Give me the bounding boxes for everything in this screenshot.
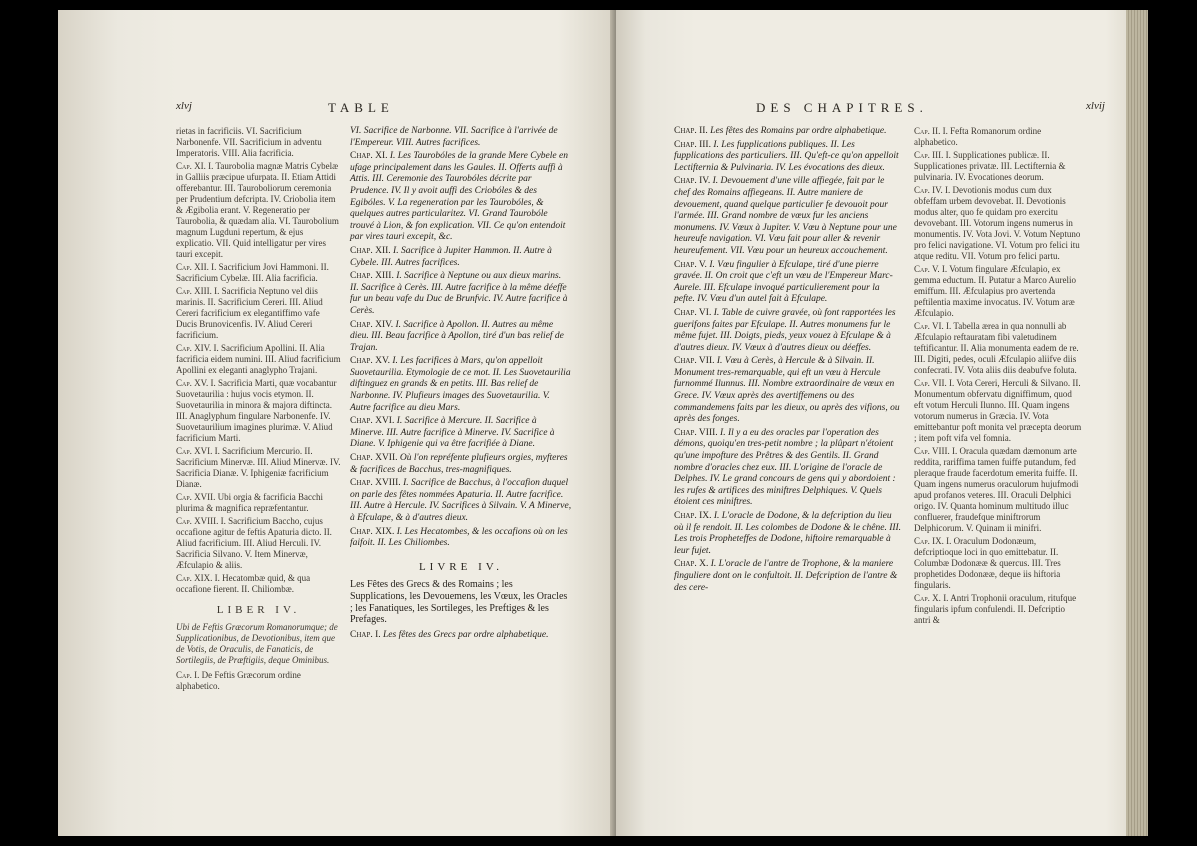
toc-entry (176, 446, 341, 490)
french-book-lead: Les Fêtes des Grecs & des Romains ; les Supplications, les Devouemens, les Vœux, les Oracles ; les Fanatiques, les Sortileges, les Preftiges & les Prefages. (350, 579, 568, 626)
chapter-summary: I. Table de cuivre gravée, où font rapportées les guerifons faites par Efculape. II. Autres monumens fur le même fujet. III. Doigts, pieds, yeux vouez à Efculape & à d'autres dieux. IV. Vœux à d'autres dieux ou déeffes. (674, 307, 896, 353)
right-french-column (674, 126, 902, 596)
chapter-summary: I. Les fupplications publiques. II. Les fupplications des particuliers. III. Qu'eft-ce qu'on appelloit Lectifternia & Pulvinaria. IV. Les évocations des dieux. (674, 139, 899, 173)
toc-entry (674, 176, 902, 257)
chapter-label: Chap. VII. (674, 356, 715, 367)
chapter-summary: I. Les Taurobóles de la grande Mere Cybele en ufage principalement dans les Gaules. II. Offerts auffi à Attis. III. Ceremonie des Taurobóles décrite par Prudence. IV. Il y avoit auffi des Criobóles & des Egibóles. V. La regeneration par les Taurobóles, & quelques autres particularitez. VI. Grand Taurobóle trouvé à Lion, & fon explication. VII. Ce qu'on entendoit par vires tauri excepit, &c. (350, 151, 568, 243)
chapter-summary: Ubi orgia & facrificia Bacchi plurima & magnifica repræfentantur. (176, 492, 323, 513)
chapter-summary: Les fêtes des Grecs par ordre alphabetique. (383, 629, 549, 640)
chapter-label: Cap. XII. (176, 262, 209, 272)
chapter-summary: I. Sacrificia Neptuno vel diis marinis. II. Sacrificium Cereri. III. Aliud Cereri facrificium ex elegantiffimo vafe Ducis Brunovicenfis. IV. Aliud Cereri facrificium. (176, 286, 323, 340)
chapter-label: Chap. XVI. (350, 416, 395, 427)
toc-entry (350, 356, 572, 414)
toc-entry (350, 151, 572, 244)
toc-entry (176, 161, 341, 260)
left-folio: xlvj (176, 100, 192, 112)
toc-entry (350, 453, 572, 476)
toc-entry (176, 516, 341, 571)
chapter-label: Chap. I. (350, 629, 381, 640)
chapter-label: Chap. XVIII. (350, 478, 401, 489)
toc-entry (176, 343, 341, 376)
chapter-summary: I. Devouement d'une ville affiegée, fait par le chef des Romains affiegeans. II. Autre maniere de devouement, quand quelque particulier fe devouoit pour l'armée. III. Grand nombre de vœux fur les anciens monumens. IV. Vœux à Jupiter. V. Vœu à Neptune pour une heureufe navigation. VI. Vœu fait pour aller & revenir heureufement. VII. Vœu pour un heureux accouchement. (674, 176, 897, 256)
chapter-summary: I. Il y a eu des oracles par l'operation des démons, quoiqu'en tres-petit nombre ; la plûpart n'étoient qu'une impofture des Prêtres & des Gentils. II. Grand nombre d'oracles chez eux. III. L'origine de l'oracle de Delphes. IV. Le grand concours de gens qui y abordoient : les rufes & artifices des miniftres Delphiques. V. Quels étoient ces miniftres. (674, 427, 896, 508)
chapter-summary: I. Devotionis modus cum dux obfeffam urbem devovebat. II. Devotionis modus alter, quo fe quidam pro exercitu devovebant. III. Votorum ingens numerus in monumentis. IV. Vota Jovi. V. Votum Neptuno pro felici navigatione. VI. Votum pro felici itu atque reditu. VII. Votum pro felici partu. (914, 185, 1081, 261)
toc-entry (176, 492, 341, 514)
chapter-label: Chap. XIX. (350, 526, 395, 537)
toc-entry (350, 126, 572, 149)
chapter-summary: I. Antri Trophonii oraculum, ritufque fingularis ipfum confulendi. II. Defcriptio antri & (914, 593, 1077, 625)
chapter-label: Cap. II. (914, 126, 941, 136)
toc-entry (674, 356, 902, 426)
chapter-summary: I. L'oracle de l'antre de Trophone, & la maniere finguliere dont on le confultoit. II. Defcription de l'antre & des cere- (674, 559, 898, 593)
toc-entry (176, 286, 341, 341)
chapter-label: Chap. XII. (350, 245, 391, 256)
toc-entry (914, 150, 1082, 183)
chapter-summary: I. Sacrifice de Bacchus, à l'occafion duquel on parle des fêtes nommées Apaturia. II. Autre facrifice. III. Autre à Hercule. IV. Sacrifices à Silvain. V. A Minerve, à Efculape, & à d'autres dieux. (350, 478, 572, 523)
chapter-label: Chap. XI. (350, 151, 388, 162)
toc-entry (914, 264, 1082, 319)
chapter-summary: I. Votum fingulare Æfculapio, ex gemma eductum. II. Putatur a Marco Aurelio emiffum. III. Æfculapius pro avertenda peftilentia maxime invocatus. IV. Votum aræ Æfculapio. (914, 264, 1076, 318)
chapter-summary: I. Oracula quædam dæmonum arte reddita, rariffima tamen fuiffe putandum, fed pleraque fraude facerdotum emerita fuiffe. II. Quam ingens numerus oraculorum hujufmodi apud profanos veteres. III. Oraculi Delphici origo. IV. Quanta hominum multitudo illuc confluerer, fraudefque miniftrorum Delphicorum. V. Quinam ii minifri. (914, 446, 1079, 533)
toc-entry (914, 378, 1082, 444)
chapter-summary: Les fêtes des Romains par ordre alphabetique. (710, 126, 887, 136)
chapter-label: Chap. XV. (350, 356, 390, 367)
chapter-summary: I. Vota Cereri, Herculi & Silvano. II. Monumentum obfervatu digniffimum, quod eft votum Herculi Ilunno. III. Quam ingens votorum numerus in Græcia. IV. Vota emittebantur poft monita vel præcepta deorum ; item poft vifa vel fomnia. (914, 378, 1082, 443)
chapter-label: Cap. I. (176, 670, 200, 680)
chapter-summary: I. Sacrifice à Apollon. II. Autres au même dieu. III. Beau facrifice à Apollon, tiré d'un bas relief de Trajan. (350, 319, 564, 353)
chapter-summary: Où l'on repréfente plufieurs orgies, myfteres & facrifices de Bacchus, tres-magnifiques. (350, 453, 568, 475)
chapter-summary: I. Sacrifice à Mercure. II. Sacrifice à Minerve. III. Autre facrifice à Minerve. IV. Sacrifice à Diane. V. Iphigenie qui va être facrifiée à Diane. (350, 416, 555, 450)
chapter-label: Cap. XIX. (176, 573, 213, 583)
chapter-label: Chap. VIII. (674, 427, 718, 438)
toc-entry (914, 185, 1082, 262)
chapter-summary: I. Sacrificium Apollini. II. Alia facrificia eidem numini. III. Aliud facrificium Apollini ex eleganti anaglypho Trajani. (176, 343, 341, 375)
chapter-label: Cap. XVIII. (176, 516, 219, 526)
chapter-summary: rietas in facrificiis. VI. Sacrificium Narbonenfe. VII. Sacrificium in adventu Imperatoris. VIII. Alia facrificia. (176, 126, 322, 158)
chapter-summary: I. Sacrificium Mercurio. II. Sacrificium Minervæ. III. Aliud Minervæ. IV. Sacrificia Dianæ. V. Iphigeniæ facrificium Dianæ. (176, 446, 341, 489)
toc-entry (914, 536, 1082, 591)
chapter-summary: I. Tabella ærea in qua nonnulli ab Æfculapio reftauratam fibi valetudinem teftificantur. II. Alia monumenta eadem de re. III. Digiti, pedes, oculi Æfculapio aliifve diis confecrati. IV. Vota aliis diis deabufve foluta. (914, 321, 1079, 375)
chapter-label: Chap. XVII. (350, 453, 398, 464)
toc-entry (914, 593, 1082, 626)
toc-entry (176, 262, 341, 284)
chapter-label: Chap. VI. (674, 307, 712, 318)
chapter-summary: I. Supplicationes publicæ. II. Supplicationes privatæ. III. Lectifternia & pulvinaria. IV. Evocationes deorum. (914, 150, 1066, 182)
toc-entry (350, 271, 572, 317)
toc-entry (914, 446, 1082, 534)
chapter-label: Cap. XI. (176, 161, 206, 171)
chapter-label: Cap. IX. (914, 536, 944, 546)
page-edges-right (1126, 10, 1148, 836)
left-running-head: TABLE (328, 100, 394, 115)
left-latin-column (176, 126, 341, 694)
chapter-summary: VI. Sacrifice de Narbonne. VII. Sacrifice à l'arrivée de l'Empereur. VIII. Autres facrifices. (350, 126, 558, 148)
chapter-summary: I. Les facrifices à Mars, qu'on appelloit Suovetaurilia. Etymologie de ce mot. II. Les Suovetaurilia diftinguez en grands & en petits. III. Bas relief de Narbonne. IV. Plufieurs images des Suovetaurilia. V. Autre facrifice au dieu Mars. (350, 356, 571, 413)
toc-entry (176, 378, 341, 444)
left-french-column (350, 126, 572, 643)
chapter-label: Chap. V. (674, 259, 707, 270)
toc-entry (674, 260, 902, 306)
chapter-label: Chap. IV. (674, 176, 711, 187)
right-folio: xlvij (1086, 100, 1105, 112)
chapter-label: Cap. XIV. (176, 343, 212, 353)
latin-book-lead: Ubi de Feftis Græcorum Romanorumque; de Supplicationibus, de Devotionibus, item que de Votis, de Oraculis, de Fanaticis, de Sortilegiis, de Præftigiis, deque Ominibus. (176, 622, 338, 665)
chapter-summary: I. L'oracle de Dodone, & la defcription du lieu où il fe rendoit. II. Les colombes de Dodone & le chêne. III. Les trois Propheteffes de Dodone, hiftoire remarquable à leur fujet. (674, 511, 902, 556)
toc-entry (674, 559, 902, 594)
chapter-summary: I. Sacrificia Marti, quæ vocabantur Suovetaurilia : hujus vocis etymon. II. Suovetaurilia in minora & majora diftincta. III. Anaglyphum fingulare Narbonenfe. IV. Suovetaurilium imagines plurimæ. V. Aliud facrificium Marti. (176, 378, 337, 443)
chapter-label: Cap. IV. (914, 185, 943, 195)
toc-entry (674, 428, 902, 509)
latin-book-title: LIBER IV. (216, 604, 301, 616)
toc-entry (176, 670, 341, 692)
toc-entry (350, 478, 572, 524)
chapter-label: Chap. III. (674, 139, 711, 150)
chapter-label: Cap. X. (914, 593, 941, 603)
chapter-summary: I. Sacrificium Jovi Hammoni. II. Sacrificium Cybelæ. III. Alia facrificia. (176, 262, 329, 283)
chapter-label: Cap. XVI. (176, 446, 213, 456)
chapter-summary: I. Taurobolia magnæ Matris Cybelæ in Galliis præcipue ufurpata. II. Etiam Attidi offerebantur. III. Tauroboliorum ceremonia per Prudentium defcripta. IV. Criobolia item & Ægibolia erant. V. Regeneratio per Taurobolia, & quædam alia. VI. Taurobolium magnum Lugduni repertum, & ejus explicatio. VII. Quid intelligatur per vires tauri excepit. (176, 161, 339, 259)
chapter-label: Chap. II. (674, 126, 708, 136)
toc-entry (674, 511, 902, 557)
chapter-summary: De Feftis Græcorum ordine alphabetico. (176, 670, 301, 691)
toc-entry (176, 573, 341, 595)
toc-entry (914, 321, 1082, 376)
chapter-summary: I. Oraculum Dodonæum, defcriptioque loci in quo emittebatur. II. Columbæ Dodonææ & quercus. III. Tres prophetides Dodonææ, deque iis hiftoria fingularis. (914, 536, 1061, 590)
chapter-label: Cap. III. (914, 150, 944, 160)
chapter-label: Chap. XIII. (350, 271, 394, 282)
chapter-label: Cap. VI. (914, 321, 944, 331)
right-page (616, 10, 1148, 836)
right-latin-column (914, 126, 1082, 628)
chapter-label: Chap. IX. (674, 511, 712, 521)
right-running-head: DES CHAPITRES. (756, 100, 928, 115)
chapter-label: Cap. VII. (914, 378, 947, 388)
french-book-title: LIVRE IV. (418, 560, 504, 573)
chapter-label: Cap. VIII. (914, 446, 950, 456)
chapter-summary: I. Sacrifice à Jupiter Hammon. II. Autre à Cybele. III. Autres facrifices. (350, 245, 552, 268)
toc-entry (914, 126, 1082, 148)
toc-entry (176, 126, 341, 159)
toc-entry (350, 630, 572, 642)
chapter-summary: I. Vœu à Cerès, à Hercule & à Silvain. II. Monument tres-remarquable, qui eft un vœu à Hercule furnommé Ilunnus. III. Nombre extraordinaire de vœux en Grece. IV. Vœux après des avertiffemens ou des commandemens faits par les dieux, ou après des vifions, ou après des fonges. (674, 356, 900, 425)
toc-entry (350, 320, 572, 355)
chapter-summary: I. Fefta Romanorum ordine alphabetico. (914, 126, 1042, 147)
open-book (58, 10, 1148, 836)
chapter-label: Chap. X. (674, 559, 709, 570)
chapter-label: Chap. XIV. (350, 319, 394, 330)
chapter-label: Cap. V. (914, 264, 940, 274)
chapter-summary: I. Sacrifice à Neptune ou aux dieux marins. II. Sacrifice à Cerès. III. Autre facrifice à la même déeffe fur un beau vafe du Duc de Brunfvic. IV. Autre facrifice à Cerès. (350, 271, 568, 316)
toc-entry (674, 140, 902, 175)
chapter-summary: I. Sacrificium Baccho, cujus occafione agitur de feftis Apaturia dicto. II. Aliud facrificium. III. Aliud Herculi. IV. Sacrificia Silvano. V. Item Minervæ, Æfculapio & aliis. (176, 516, 332, 570)
toc-entry (350, 416, 572, 451)
toc-entry (674, 126, 902, 138)
chapter-label: Cap. XVII. (176, 492, 216, 502)
toc-entry (350, 527, 572, 550)
chapter-label: Cap. XIII. (176, 286, 212, 296)
chapter-summary: I. Vœu fingulier à Efculape, tiré d'une pierre gravée. II. On croit que c'eft un vœu de l'Empereur Marc-Aurele. III. Efculape invoqué particulierement pour la pefte. IV. Vœu d'un autel fait à Efculape. (674, 259, 893, 305)
chapter-summary: I. Hecatombæ quid, & qua occafione fierent. II. Chiliombæ. (176, 573, 311, 594)
chapter-label: Cap. XV. (176, 378, 209, 388)
chapter-summary: I. Les Hecatombes, & les occafions où on les faifoit. II. Les Chiliombes. (350, 526, 568, 549)
toc-entry (674, 308, 902, 354)
toc-entry (350, 246, 572, 269)
left-page (58, 10, 614, 836)
